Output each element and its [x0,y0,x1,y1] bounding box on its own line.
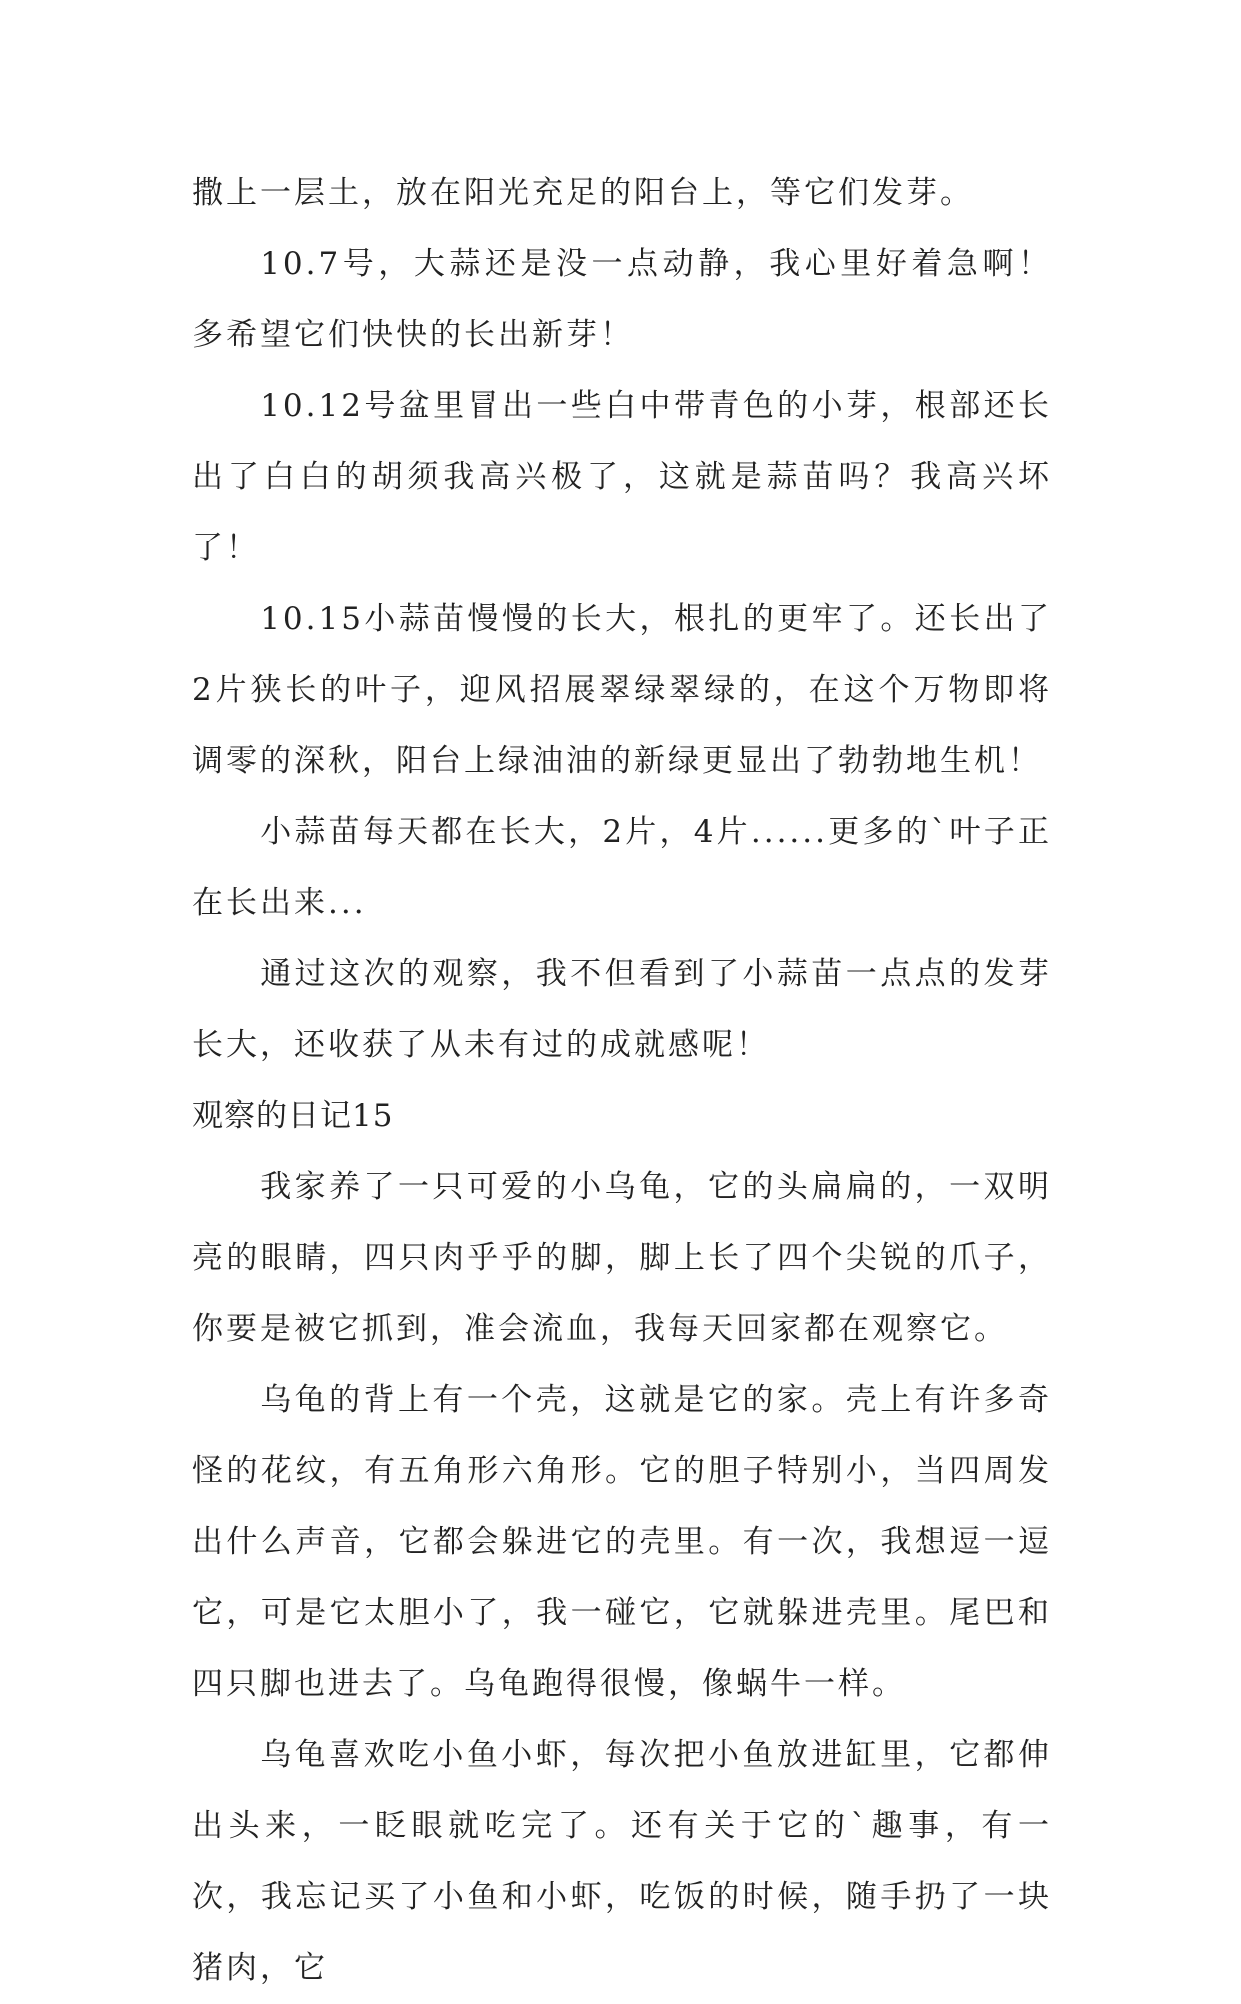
section-heading: 观察的日记15 [192,1098,394,1134]
paragraph-turtle-intro: 我家养了一只可爱的小乌龟，它的头扁扁的，一双明亮的眼睛，四只肉乎乎的脚，脚上长了四个尖锐的爪子，你要是被它抓到，准会流血，我每天回家都在观察它。 [192,1169,1052,1347]
paragraph-turtle-shell: 乌龟的背上有一个壳，这就是它的家。壳上有许多奇怪的花纹，有五角形六角形。它的胆子特别小，当四周发出什么声音，它都会躲进它的壳里。有一次，我想逗一逗它，可是它太胆小了，我一碰它，它就躲进壳里。尾巴和四只脚也进去了。乌龟跑得很慢，像蜗牛一样。 [192,1382,1052,1702]
paragraph-leaves-growing: 小蒜苗每天都在长大，2片，4片......更多的`叶子正在长出来... [192,814,1052,921]
paragraph-diary-entry-10-7: 10.7号，大蒜还是没一点动静，我心里好着急啊！多希望它们快快的长出新芽！ [192,246,1052,353]
paragraph-conclusion: 通过这次的观察，我不但看到了小蒜苗一点点的发芽长大，还收获了从未有过的成就感呢！ [192,956,1052,1063]
paragraph-turtle-food: 乌龟喜欢吃小鱼小虾，每次把小鱼放进缸里，它都伸出头来，一眨眼就吃完了。还有关于它的`趣事，有一次，我忘记买了小鱼和小虾，吃饭的时候，随手扔了一块猪肉，它 [192,1737,1052,1986]
paragraph-diary-entry-10-12: 10.12号盆里冒出一些白中带青色的小芽，根部还长出了白白的胡须我高兴极了，这就是蒜苗吗？我高兴坏了！ [192,388,1052,566]
document-body [192,158,1052,2004]
paragraph-continued: 撒上一层土，放在阳光充足的阳台上，等它们发芽。 [192,175,974,211]
paragraph-diary-entry-10-15: 10.15小蒜苗慢慢的长大，根扎的更牢了。还长出了2片狭长的叶子，迎风招展翠绿翠绿的，在这个万物即将调零的深秋，阳台上绿油油的新绿更显出了勃勃地生机！ [192,601,1052,779]
